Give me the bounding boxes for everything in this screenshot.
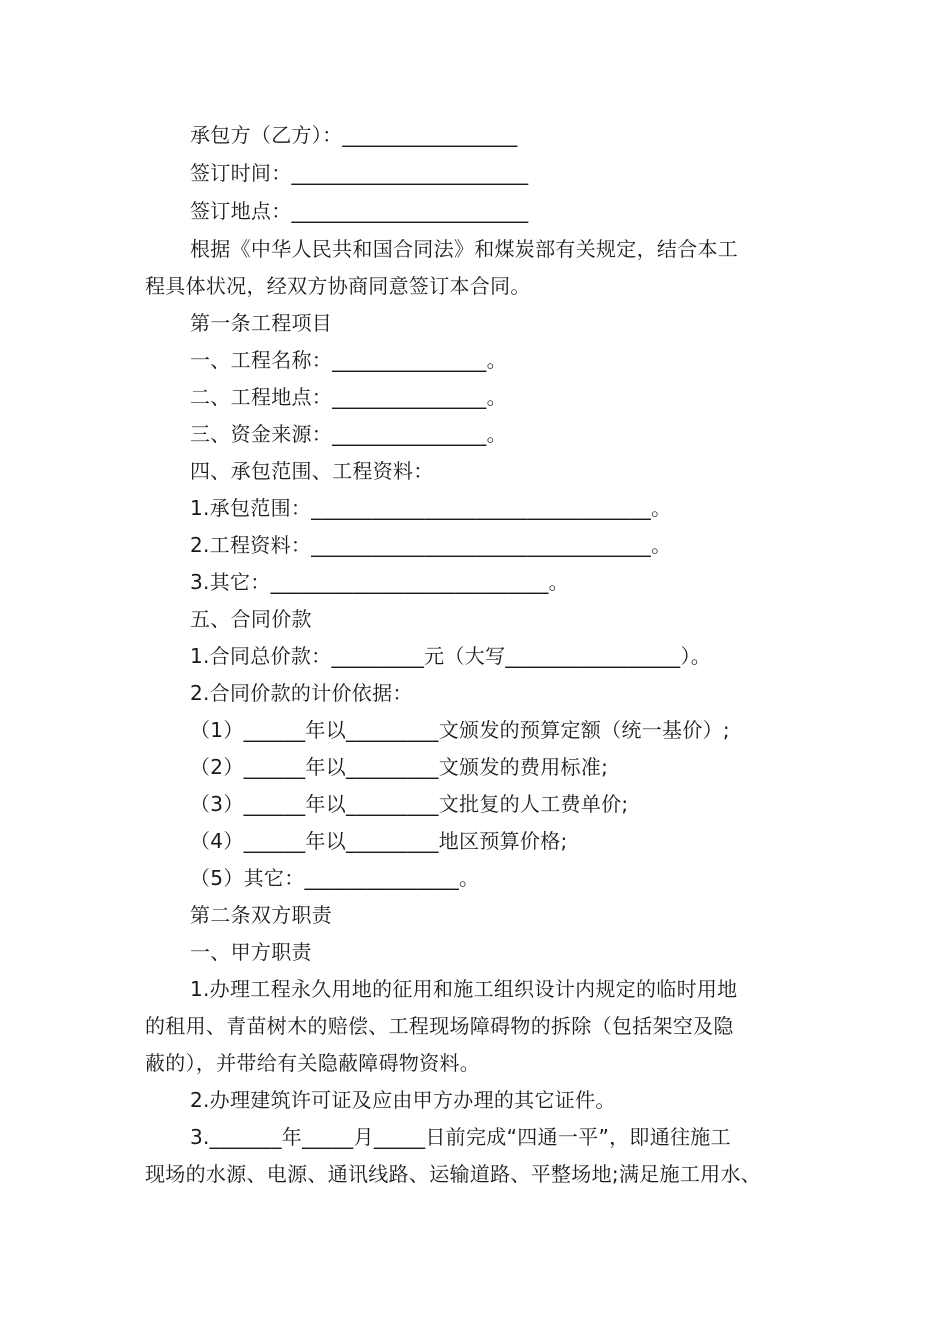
scope-heading: 四、承包范围、工程资料： — [190, 459, 434, 483]
duty-1-line-3: 蔽的），并带给有关隐蔽障碍物资料。 — [145, 1051, 481, 1075]
contractor-party-line: 承包方（乙方）：_________________ — [190, 123, 518, 147]
pricing-basis-5: （5）其它：_______________。 — [190, 866, 480, 890]
preamble-line-1: 根据《中华人民共和国合同法》和煤炭部有关规定，结合本工 — [190, 237, 739, 261]
contract-price-heading: 五、合同价款 — [190, 607, 312, 631]
pricing-basis-3: （3）______年以_________文批复的人工费单价; — [190, 792, 629, 816]
materials-line: 2.工程资料：_________________________________。 — [190, 533, 672, 557]
scope-line: 1.承包范围：_________________________________。 — [190, 496, 672, 520]
party-a-duties-heading: 一、甲方职责 — [190, 940, 312, 964]
pricing-basis-4: （4）______年以_________地区预算价格; — [190, 829, 568, 853]
duty-1-line-2: 的租用、青苗树木的赔偿、工程现场障碍物的拆除（包括架空及隐 — [145, 1014, 734, 1038]
duty-3-line-2: 现场的水源、电源、通讯线路、运输道路、平整场地;满足施工用水、 — [145, 1162, 762, 1186]
duty-1-line-1: 1.办理工程永久用地的征用和施工组织设计内规定的临时用地 — [190, 977, 738, 1001]
signing-place-line: 签订地点：_______________________ — [190, 199, 529, 223]
duty-3-line-1: 3._______年_____月_____日前完成“四通一平”，即通往施工 — [190, 1125, 731, 1149]
article-2-heading: 第二条双方职责 — [190, 903, 333, 927]
pricing-basis-1: （1）______年以_________文颁发的预算定额（统一基价）; — [190, 718, 730, 742]
project-name-line: 一、工程名称：_______________。 — [190, 348, 507, 372]
preamble-line-2: 程具体状况，经双方协商同意签订本合同。 — [145, 274, 531, 298]
pricing-basis-2: （2）______年以_________文颁发的费用标准; — [190, 755, 609, 779]
total-price-line: 1.合同总价款：_________元（大写_________________）。 — [190, 644, 712, 668]
duty-2-line: 2.办理建筑许可证及应由甲方办理的其它证件。 — [190, 1088, 616, 1112]
signing-time-line: 签订时间：_______________________ — [190, 161, 529, 185]
pricing-basis-heading: 2.合同价款的计价依据： — [190, 681, 413, 705]
funding-source-line: 三、资金来源：_______________。 — [190, 422, 507, 446]
project-location-line: 二、工程地点：_______________。 — [190, 385, 507, 409]
other-line: 3.其它：___________________________。 — [190, 570, 569, 594]
article-1-heading: 第一条工程项目 — [190, 311, 333, 335]
